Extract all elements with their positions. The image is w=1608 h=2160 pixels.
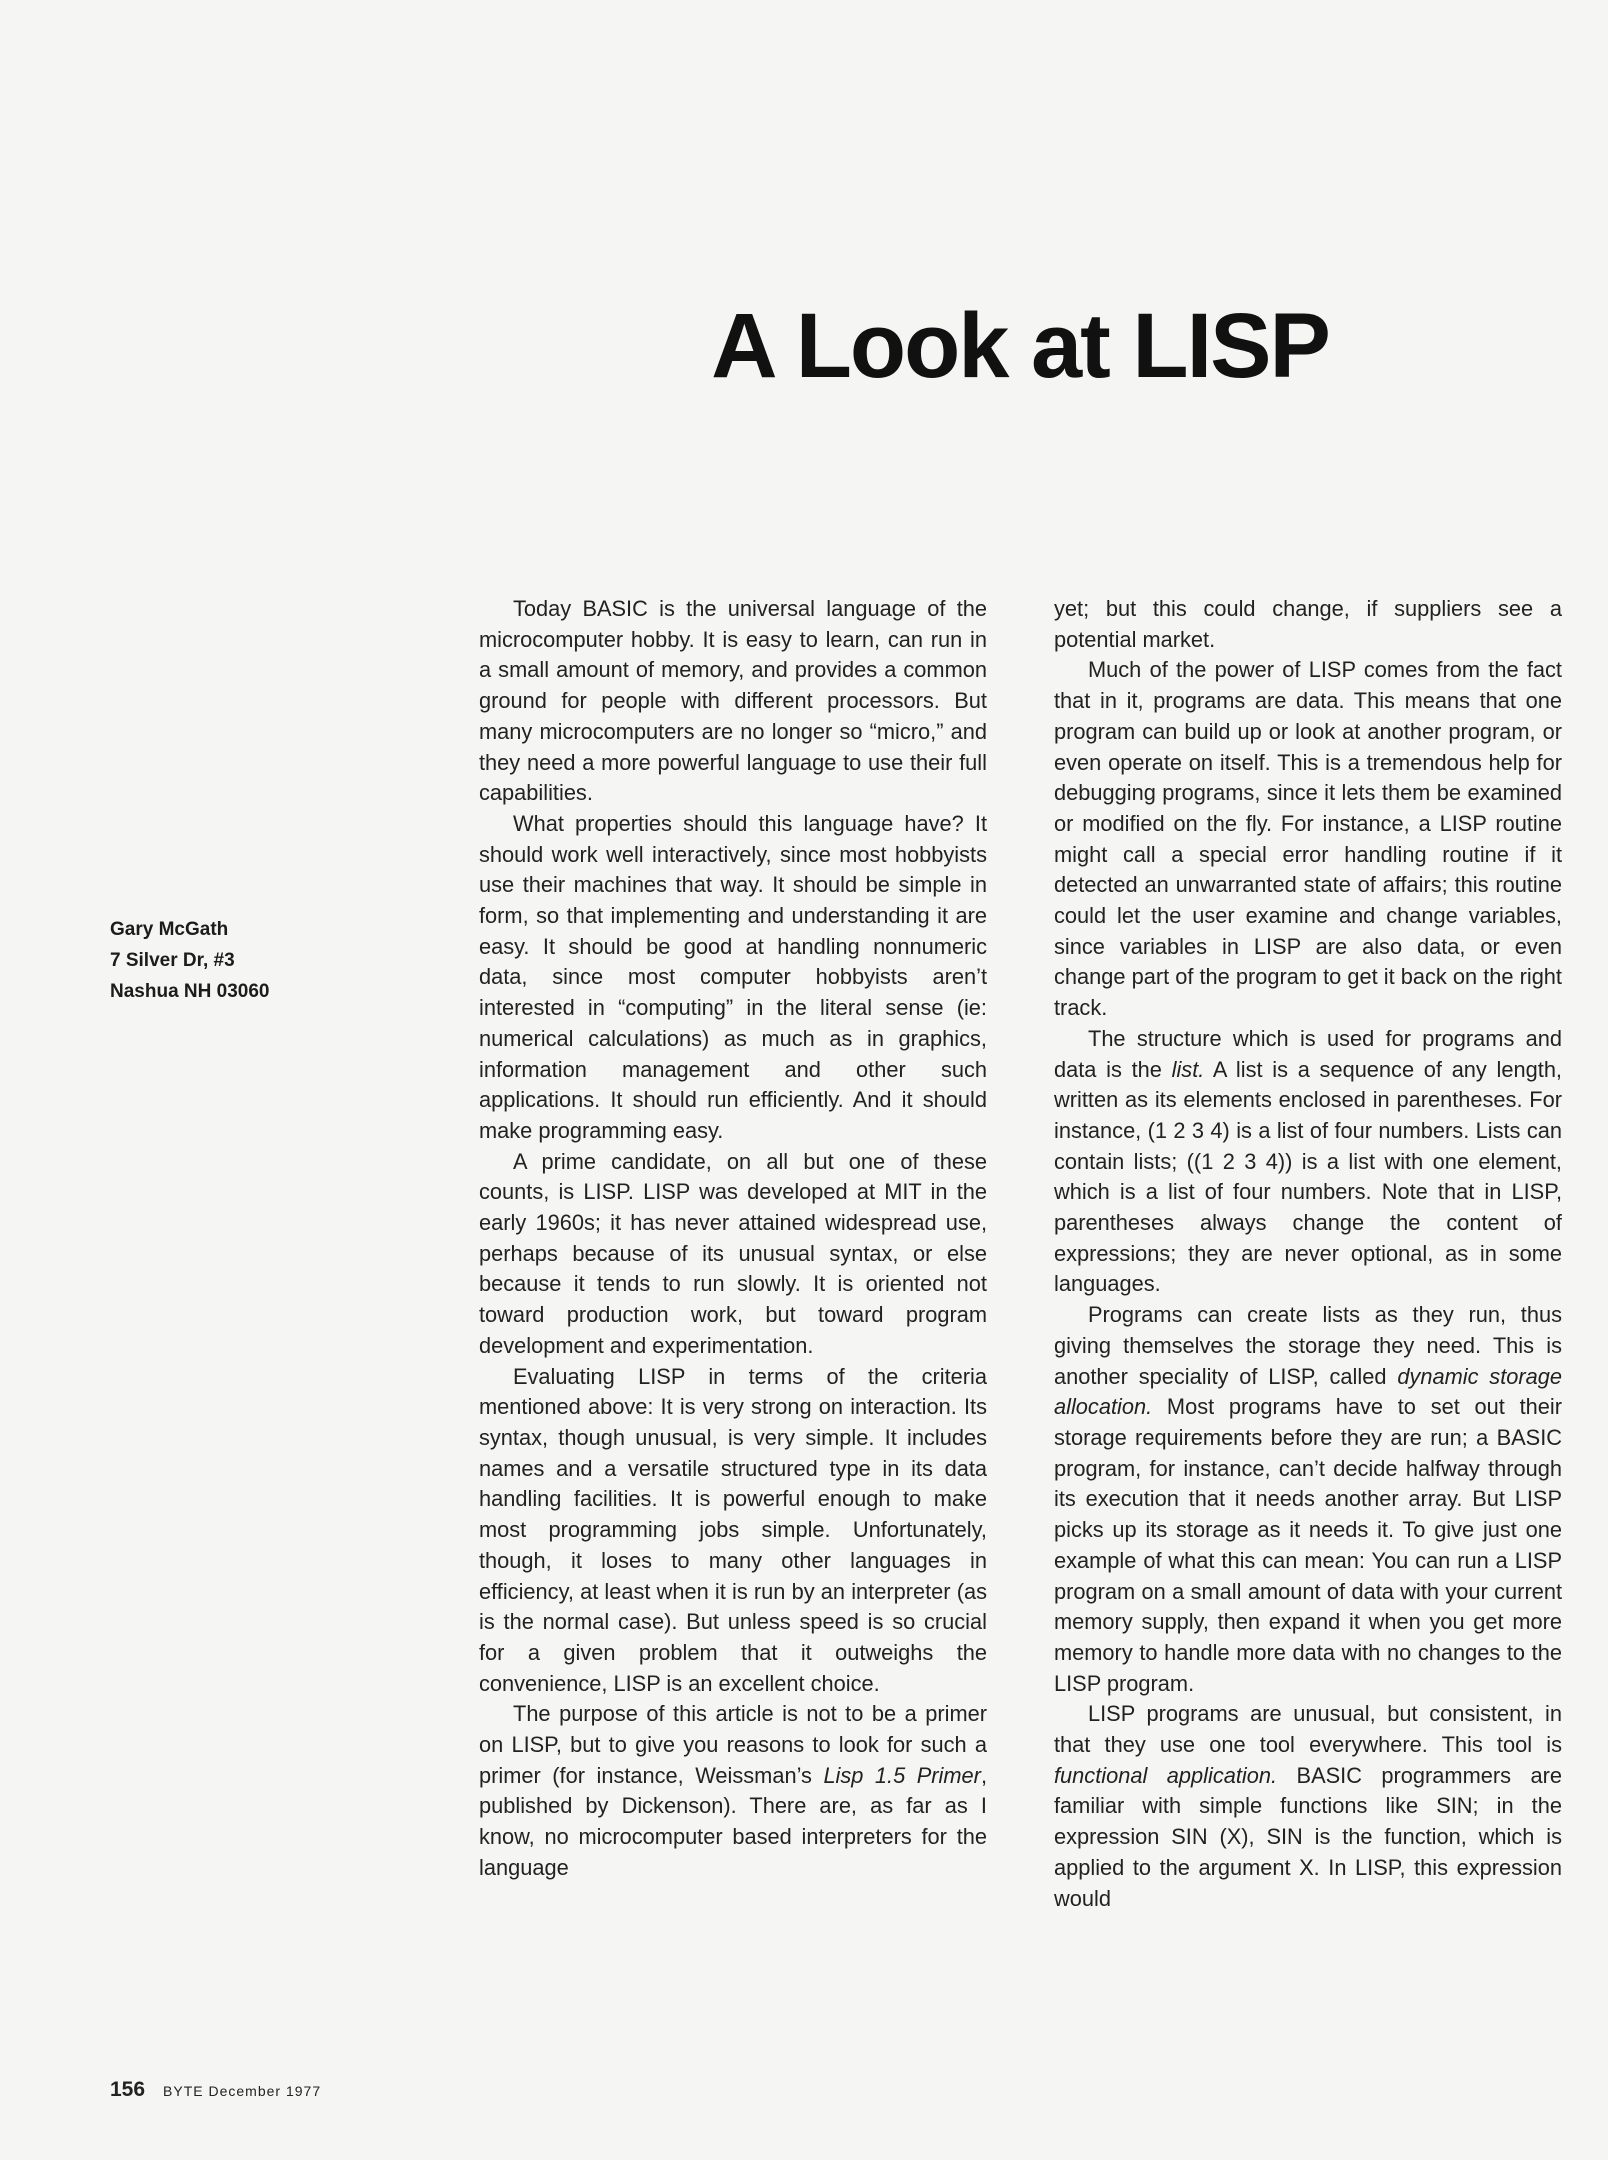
paragraph: Today BASIC is the universal language of the microcomputer hobby. It is easy to learn, can run in a small amount of memory, and provides a common ground for people with different processors. But many microcomputers are no longer so “micro,” and they need a more powerful language to use their full capabilities. xyxy=(479,596,987,806)
author-block xyxy=(110,914,360,1007)
emphasis-term: functional application. xyxy=(1054,1762,1278,1788)
text-run: LISP programs are unusual, but consistent, in that they use one tool everywhere. This tool is xyxy=(1054,1701,1562,1758)
paragraph: yet; but this could change, if suppliers see a potential market. xyxy=(1054,596,1562,652)
author-city: Nashua NH 03060 xyxy=(110,981,270,1002)
author-name: Gary McGath xyxy=(110,919,229,940)
article-title: A Look at LISP xyxy=(711,295,1329,397)
text-run: The structure which is used for programs and data is the xyxy=(1054,1025,1562,1082)
article-column-1 xyxy=(479,594,987,1884)
text-run: , published by Dickenson). There are, as far as I know, no microcomputer based interpreters for the language xyxy=(479,1762,987,1880)
paragraph: Evaluating LISP in terms of the criteria mentioned above: It is very strong on interaction. Its syntax, though unusual, is very simple. It includes names and a versatile structured type in its data handling facilities. It is powerful enough to make most programming jobs simple. Unfortunately, though, it loses to many other languages in efficiency, at least when it is run by an interpreter (as is the normal case). But unless speed is so crucial for a given problem that it outweighs the convenience, LISP is an excellent choice. xyxy=(479,1363,987,1696)
paragraph xyxy=(1054,1699,1562,1914)
text-run: BASIC programmers are familiar with simple functions like SIN; in the expression SIN (X), SIN is the function, which is applied to the argument X. In LISP, this expression would xyxy=(1054,1762,1562,1911)
emphasis-term: list. xyxy=(1171,1056,1205,1082)
publication-line: BYTE December 1977 xyxy=(163,2083,322,2099)
paragraph xyxy=(1054,1300,1562,1699)
book-title: Lisp 1.5 Primer xyxy=(823,1762,981,1788)
text-run: Most programs have to set out their storage requirements before they are run; a BASIC program, for instance, can’t decide halfway through its execution that it needs another array. But LISP picks up its storage as it needs it. To give just one example of what this can mean: You can run a LISP program on a small amount of data with your current memory supply, then expand it when you get more memory to handle more data with no changes to the LISP program. xyxy=(1054,1394,1562,1696)
paragraph xyxy=(1054,1024,1562,1300)
text-run: A list is a sequence of any length, written as its elements enclosed in parentheses. For instance, (1 2 3 4) is a list of four numbers. Lists can contain lists; ((1 2 3 4)) is a list with one element, which is a list of four numbers. Note that in LISP, parentheses always change the content of expressions; they are never optional, as in some languages. xyxy=(1054,1056,1562,1297)
paragraph: A prime candidate, on all but one of these counts, is LISP. LISP was developed at MIT in the early 1960s; it has never attained widespread use, perhaps because of its unusual syntax, or else because it tends to run slowly. It is oriented not toward production work, but toward program development and experimentation. xyxy=(479,1148,987,1358)
author-street: 7 Silver Dr, #3 xyxy=(110,950,235,971)
page-footer xyxy=(110,2078,321,2102)
article-column-2 xyxy=(1054,594,1562,1914)
text-run: Programs can create lists as they run, thus giving themselves the storage they need. This is another speciality of LISP, called xyxy=(1054,1302,1562,1389)
text-run: The purpose of this article is not to be a primer on LISP, but to give you reasons to look for such a primer (for instance, Weissman’s xyxy=(479,1701,987,1788)
paragraph: What properties should this language have? It should work well interactively, since most hobbyists use their machines that way. It should be simple in form, so that implementing and understanding it are easy. It should be good at handling nonnumeric data, since most computer hobbyists aren’t interested in “computing” in the literal sense (ie: numerical calculations) as much as in graphics, information management and other such applications. It should run efficiently. And it should make programming easy. xyxy=(479,810,987,1143)
paragraph xyxy=(479,1699,987,1883)
page-number: 156 xyxy=(110,2078,146,2101)
paragraph: Much of the power of LISP comes from the fact that in it, programs are data. This means that one program can build up or look at another program, or even operate on itself. This is a tremendous help for debugging programs, since it lets them be examined or modified on the fly. For instance, a LISP routine might call a special error handling routine if it detected an unwarranted state of affairs; this routine could let the user examine and change variables, since variables in LISP are also data, or even change part of the program to get it back on the right track. xyxy=(1054,657,1562,1021)
emphasis-term: dynamic storage allocation. xyxy=(1054,1363,1562,1420)
